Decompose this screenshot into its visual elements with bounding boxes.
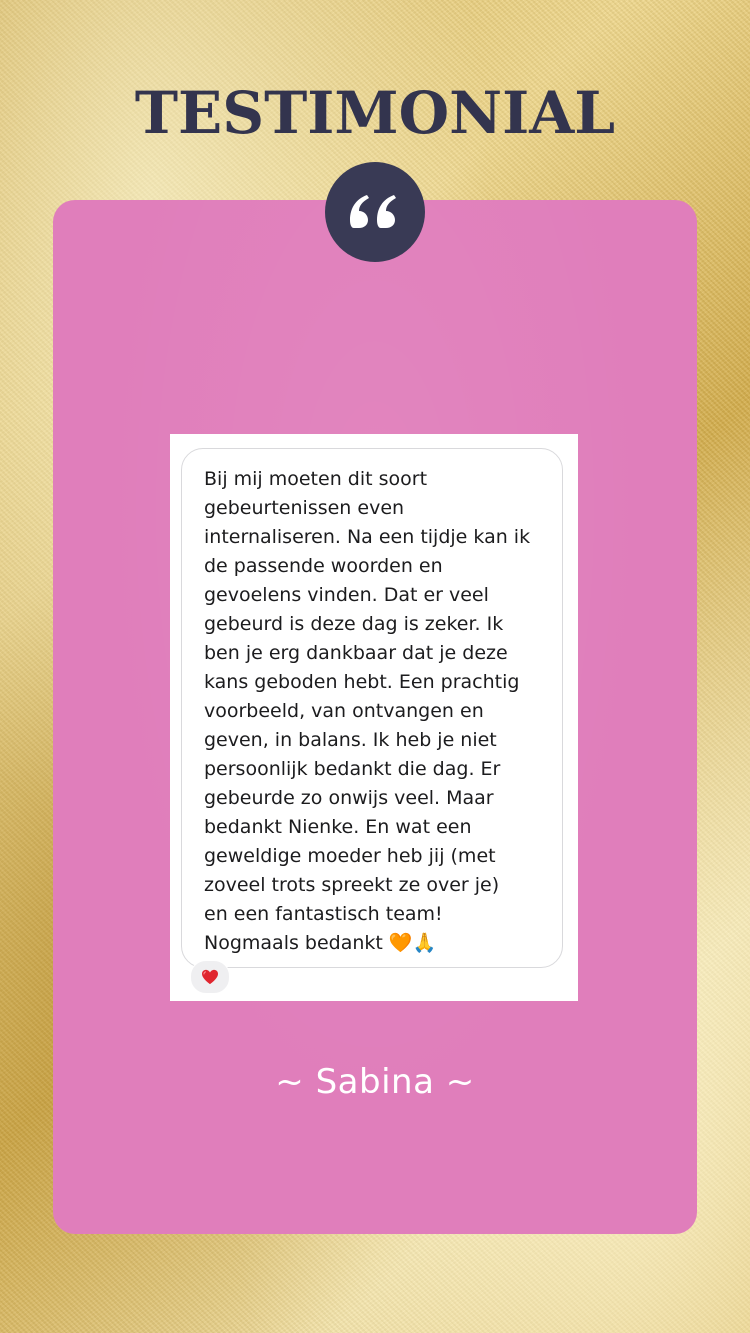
message-line: gebeurd is deze dag is zeker. Ik [204,613,504,635]
message-line: ben je erg dankbaar dat je deze [204,642,508,664]
message-line: voorbeeld, van ontvangen en [204,700,484,722]
message-line: gebeurtenissen even [204,497,405,519]
message-line: de passende woorden en [204,555,443,577]
message-line: zoveel trots spreekt ze over je) [204,874,500,896]
message-line: geven, in balans. Ik heb je niet [204,729,497,751]
testimonial-message [204,465,549,958]
message-line: gebeurde zo onwijs veel. Maar [204,787,494,809]
message-line: Bij mij moeten dit soort [204,468,428,490]
message-line: geweldige moeder heb jij (met [204,845,496,867]
heart-reaction [190,960,230,994]
page-title: TESTIMONIAL [134,79,616,147]
message-line: gevoelens vinden. Dat er veel [204,584,489,606]
heart-icon [201,969,219,985]
message-line: kans geboden hebt. Een prachtig [204,671,520,693]
chat-bubble [181,448,563,968]
message-line: internaliseren. Na een tijdje kan ik [204,526,531,548]
message-line: Nogmaals bedankt 🧡🙏 [204,932,437,954]
quotation-marks-icon [350,194,400,230]
message-screenshot [170,434,578,1001]
message-line: persoonlijk bedankt die dag. Er [204,758,501,780]
message-line: en een fantastisch team! [204,903,443,925]
message-line: bedankt Nienke. En wat een [204,816,472,838]
author-name: ~ Sabina ~ [275,1062,475,1102]
quote-badge [325,162,425,262]
